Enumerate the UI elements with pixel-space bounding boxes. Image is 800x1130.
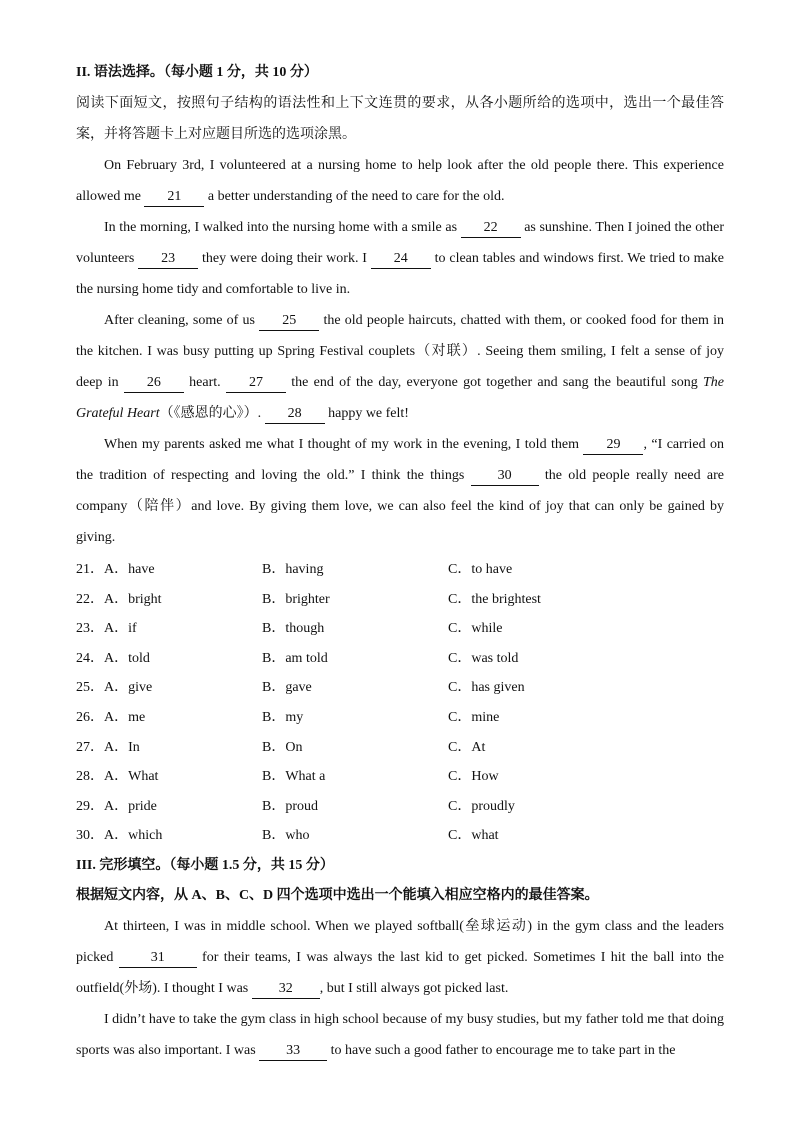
text-run: heart.	[183, 375, 226, 390]
option-c: C．what	[448, 828, 499, 844]
passage-paragraph-2	[76, 212, 724, 305]
blank-23: 23	[138, 250, 198, 269]
section-3-heading: III. 完形填空。（每小题 1.5 分，共 15 分）	[76, 857, 334, 873]
text-run: , but I still always got picked last.	[319, 980, 509, 996]
blank-24: 24	[371, 250, 431, 269]
exam-page	[76, 58, 724, 1066]
text-run: to clean tables and windows first. We tried to make the nursing home tidy and comfortable to live in.	[76, 251, 724, 297]
option-c: C．At	[448, 739, 486, 755]
section-2-instruction: 阅读下面短文，按照句子结构的语法性和上下文连贯的要求，从各小题所给的选项中，选出一个最佳答案，并将答题卡上对应题目所选的选项涂黑。	[76, 96, 724, 142]
option-a: 23．A．if	[76, 621, 137, 637]
option-a: 28．A．What	[76, 769, 159, 785]
blank-33: 33	[259, 1042, 327, 1061]
text-run: a better understanding of the need to care for the old.	[204, 189, 505, 204]
blank-25: 25	[259, 312, 319, 331]
text-run: the old people really need are company（陪伴）and love. By giving them love, we can also feel the kind of joy that can only be gained by giving.	[76, 468, 724, 545]
option-b: B．though	[262, 621, 325, 637]
option-row	[76, 821, 724, 851]
option-row	[76, 555, 724, 585]
blank-21: 21	[144, 188, 204, 207]
option-b: B．gave	[262, 680, 312, 696]
option-c: C．mine	[448, 709, 500, 725]
cloze-paragraph-1	[76, 911, 724, 1004]
song-title: The Grateful Heart	[76, 375, 724, 421]
option-b: B．On	[262, 739, 303, 755]
option-c: C．has given	[448, 680, 525, 696]
blank-31: 31	[119, 949, 197, 968]
option-c: C．was told	[448, 650, 519, 666]
text-run: At thirteen, I was in middle school. When we played softball(垒球运动) in the gym class and the leaders picked	[76, 918, 724, 965]
option-row	[76, 585, 724, 615]
option-b: B．brighter	[262, 591, 330, 607]
text-run: to have such a good father to encourage me to take part in the	[327, 1042, 676, 1058]
option-c: C．How	[448, 769, 499, 785]
option-a: 24．A．told	[76, 650, 150, 666]
blank-29: 29	[583, 436, 643, 455]
blank-30: 30	[471, 467, 539, 486]
option-b: B．my	[262, 709, 304, 725]
option-row	[76, 762, 724, 792]
text-run: happy we felt!	[324, 406, 409, 421]
section-2-heading: II. 语法选择。（每小题 1 分，共 10 分）	[76, 65, 318, 80]
option-a: 21．A．have	[76, 562, 155, 577]
text-run: In the morning, I walked into the nursing home with a smile as	[104, 220, 461, 235]
text-run: , “I carried on the tradition of respecting and loving the old.” I think the things	[76, 437, 725, 483]
text-run: On February 3rd, I volunteered at a nursing home to help look after the old people there. This experience allowed me	[76, 158, 724, 204]
text-run: as sunshine. Then I joined the other volunteers	[76, 220, 724, 266]
option-c: C．to have	[448, 562, 513, 577]
option-c: C．while	[448, 621, 503, 637]
answer-options	[76, 555, 724, 851]
blank-27: 27	[226, 374, 286, 393]
passage-paragraph-1	[76, 150, 724, 212]
option-row	[76, 733, 724, 763]
option-row	[76, 614, 724, 644]
blank-22: 22	[461, 219, 521, 238]
option-a: 30．A．which	[76, 828, 163, 844]
text-run: I didn’t have to take the gym class in high school because of my busy studies, but my father told me that doing sports was also important. I was	[76, 1011, 724, 1058]
passage-paragraph-3	[76, 305, 724, 429]
option-c: C．the brightest	[448, 591, 541, 607]
option-c: C．proudly	[448, 798, 515, 814]
text-run: the end of the day, everyone got together and sang the beautiful song	[285, 375, 703, 390]
blank-28: 28	[265, 405, 325, 424]
option-a: 26．A．me	[76, 709, 146, 725]
text-run: for their teams, I was always the last kid to get picked. Sometimes I hit the ball into the outfield(外场). I thought I was	[76, 949, 724, 996]
text-run: （《感恩的心》）.	[159, 406, 265, 421]
passage-paragraph-4	[76, 429, 724, 553]
option-row	[76, 644, 724, 674]
section-3-instruction: 根据短文内容，从 A、B、C、D 四个选项中选出一个能填入相应空格内的最佳答案。	[76, 887, 599, 903]
option-a: 27．A．In	[76, 739, 140, 755]
option-b: B．am told	[262, 650, 328, 666]
text-run: the old people haircuts, chatted with them, or cooked food for them in the kitchen. I was busy putting up Spring Festival couplets（对联）. Seeing them smiling, I felt a sense of joy deep in	[76, 313, 725, 390]
text-run: they were doing their work. I	[198, 251, 371, 266]
option-b: B．proud	[262, 798, 318, 814]
option-row	[76, 673, 724, 703]
option-a: 25．A．give	[76, 680, 153, 696]
text-run: When my parents asked me what I thought of my work in the evening, I told them	[104, 437, 584, 452]
option-b: B．What a	[262, 769, 326, 785]
option-a: 22．A．bright	[76, 591, 162, 607]
option-row	[76, 792, 724, 822]
blank-32: 32	[252, 980, 320, 999]
option-row	[76, 703, 724, 733]
option-b: B．having	[262, 562, 324, 577]
text-run: After cleaning, some of us	[104, 313, 260, 328]
option-b: B．who	[262, 828, 310, 844]
blank-26: 26	[124, 374, 184, 393]
cloze-paragraph-2	[76, 1004, 724, 1066]
option-a: 29．A．pride	[76, 798, 157, 814]
